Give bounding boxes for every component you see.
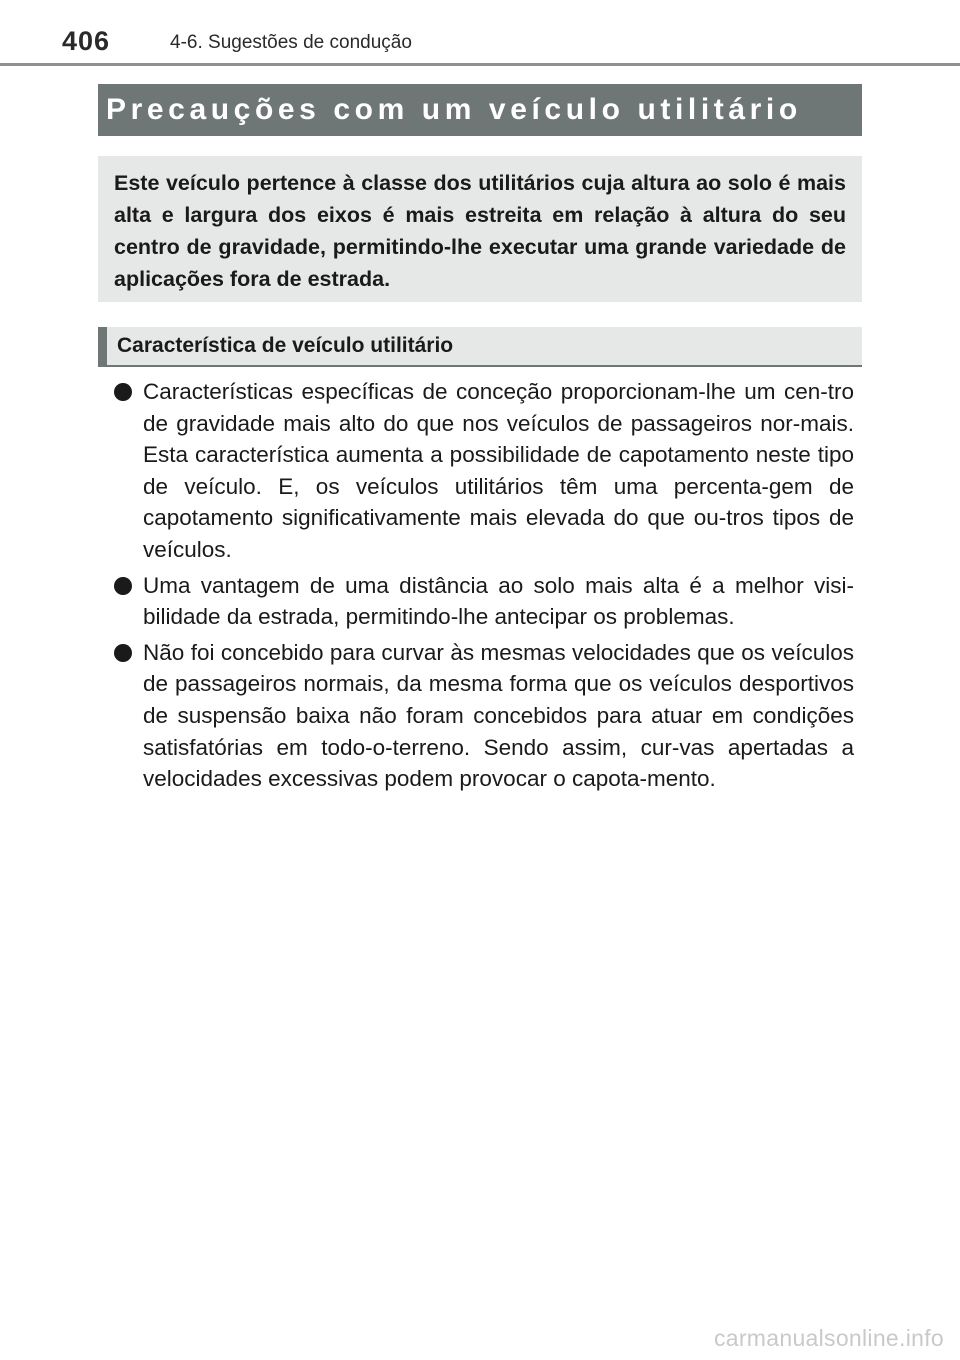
header-divider [0, 63, 960, 66]
chapter-heading: 4-6. Sugestões de condução [170, 32, 412, 53]
list-item [98, 376, 862, 566]
bullet-dot-icon [114, 577, 132, 595]
list-item-text: Uma vantagem de uma distância ao solo mais alta é a melhor visi-bilidade da estrada, permitindo-lhe antecipar os problemas. [143, 572, 854, 630]
section-title-bar [98, 84, 862, 136]
page-number: 406 [62, 26, 111, 56]
bullet-dot-icon [114, 383, 132, 401]
feature-list [98, 376, 862, 799]
list-item-text: Não foi concebido para curvar às mesmas velocidades que os veículos de passageiros normais, da mesma forma que os veículos desportivos de suspensão baixa não foram concebidos para atuar em condições satisfatórias em todo-o-terreno. Sendo assim, cur-vas apertadas a velocidades excessivas podem provocar o capota-mento. [143, 639, 854, 792]
subsection-title: Característica de veículo utilitário [117, 334, 454, 357]
list-item-text: Características específicas de conceção proporcionam-lhe um cen-tro de gravidade mais alto do que nos veículos de passageiros nor-mais. Esta característica aumenta a possibilidade de capotamento neste tipo de veículo. E, os veículos utilitários têm uma percenta-gem de capotamento significativamente mais elevada do que ou-tros tipos de veículos. [143, 379, 854, 562]
bullet-dot-icon [114, 644, 132, 662]
list-item [98, 637, 862, 795]
intro-text: Este veículo pertence à classe dos utilitários cuja altura ao solo é mais alta e largura dos eixos é mais estreita em relação à altura do seu centro de gravidade, permitindo-lhe executar uma grande variedade de aplicações fora de estrada. [114, 171, 846, 291]
watermark: carmanualsonline.info [713, 1325, 944, 1351]
section-title: Precauções com um veículo utilitário [106, 93, 802, 126]
subsection-heading-bar [98, 327, 862, 367]
intro-box [98, 156, 862, 302]
list-item [98, 570, 862, 633]
